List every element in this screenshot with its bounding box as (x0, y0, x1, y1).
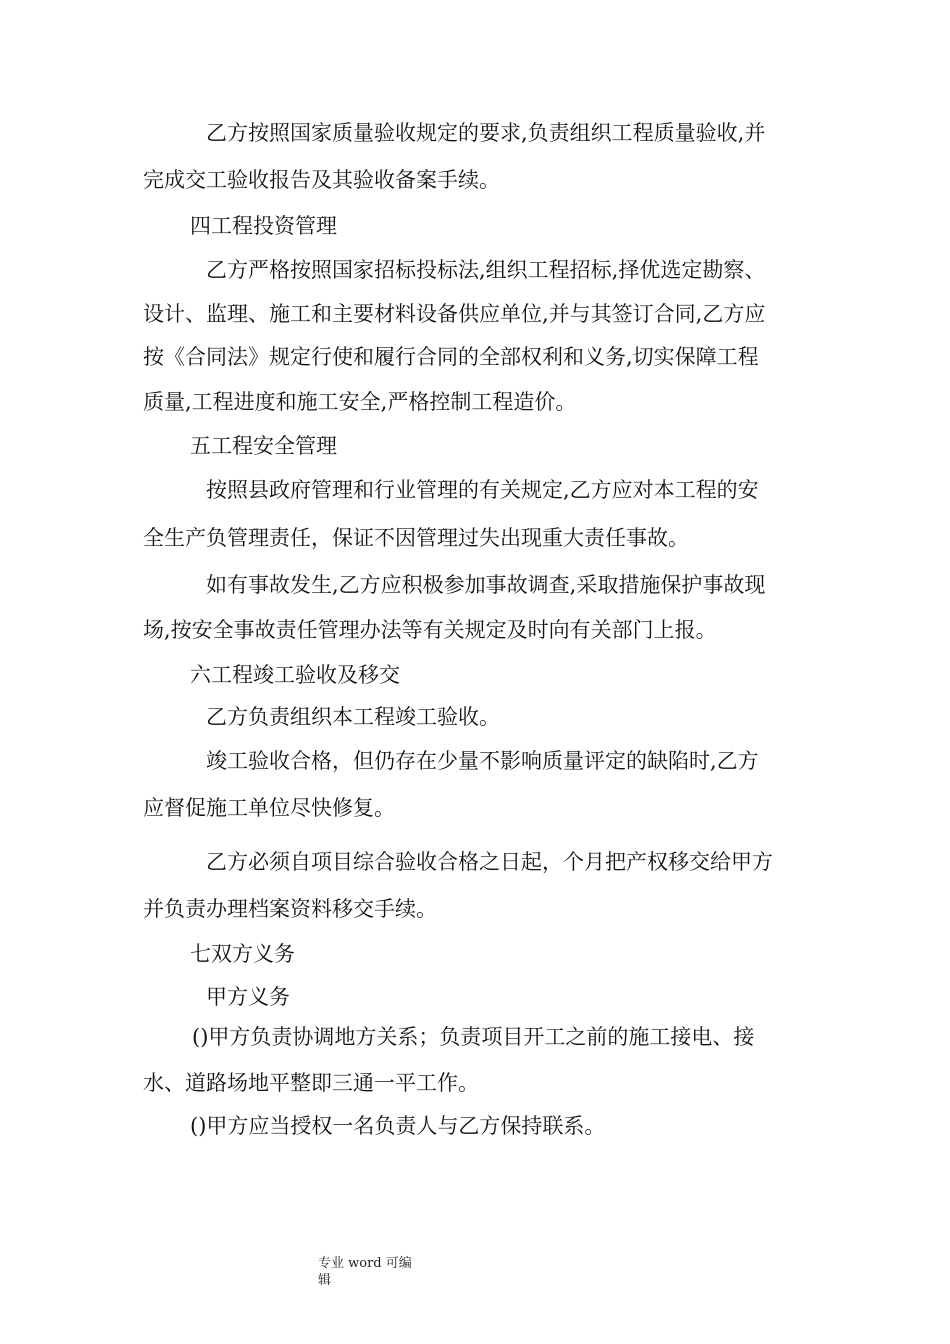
paragraph-line: 水、道路场地平整即三通一平工作。 (143, 1071, 479, 1095)
paragraph-line: 乙方严格按照国家招标投标法,组织工程招标,择优选定勘察、 (206, 258, 766, 282)
footer-text-line-2: 辑 (318, 1273, 332, 1288)
paragraph-line: 完成交工验收报告及其验收备案手续。 (143, 168, 500, 192)
paragraph-line: 按照县政府管理和行业管理的有关规定,乙方应对本工程的安 (206, 478, 759, 502)
page-footer (318, 1255, 412, 1289)
paragraph-line: 场,按安全事故责任管理办法等有关规定及时向有关部门上报。 (143, 618, 717, 642)
paragraph-line: 全生产负管理责任，保证不因管理过失出现重大责任事故。 (143, 526, 689, 550)
section-heading: 四工程投资管理 (190, 214, 337, 238)
subsection-heading: 甲方义务 (206, 985, 290, 1009)
paragraph-line: 质量,工程进度和施工安全,严格控制工程造价。 (143, 390, 577, 414)
paragraph-line: 按《合同法》规定行使和履行合同的全部权利和义务,切实保障工程 (143, 345, 759, 369)
paragraph-line: 乙方必须自项目综合验收合格之日起，个月把产权移交给甲方 (206, 850, 773, 874)
paragraph-line: 乙方按照国家质量验收规定的要求,负责组织工程质量验收,并 (206, 121, 766, 145)
paragraph-line: 如有事故发生,乙方应积极参加事故调查,采取措施保护事故现 (206, 573, 766, 597)
paragraph-line: 设计、监理、施工和主要材料设备供应单位,并与其签订合同,乙方应 (143, 302, 766, 326)
paragraph-line: 并负责办理档案资料移交手续。 (143, 897, 437, 921)
section-heading: 六工程竣工验收及移交 (190, 663, 400, 687)
paragraph-line: 乙方负责组织本工程竣工验收。 (206, 705, 500, 729)
section-heading: 七双方义务 (190, 942, 295, 966)
paragraph-line: ()甲方应当授权一名负责人与乙方保持联系。 (190, 1114, 606, 1138)
section-heading: 五工程安全管理 (190, 434, 337, 458)
paragraph-line: 应督促施工单位尽快修复。 (143, 796, 395, 820)
paragraph-line: ()甲方负责协调地方关系；负责项目开工之前的施工接电、接 (192, 1025, 755, 1049)
footer-text-line-1: 专业 word 可编 (318, 1256, 412, 1271)
paragraph-line: 竣工验收合格，但仍存在少量不影响质量评定的缺陷时,乙方 (206, 749, 759, 773)
